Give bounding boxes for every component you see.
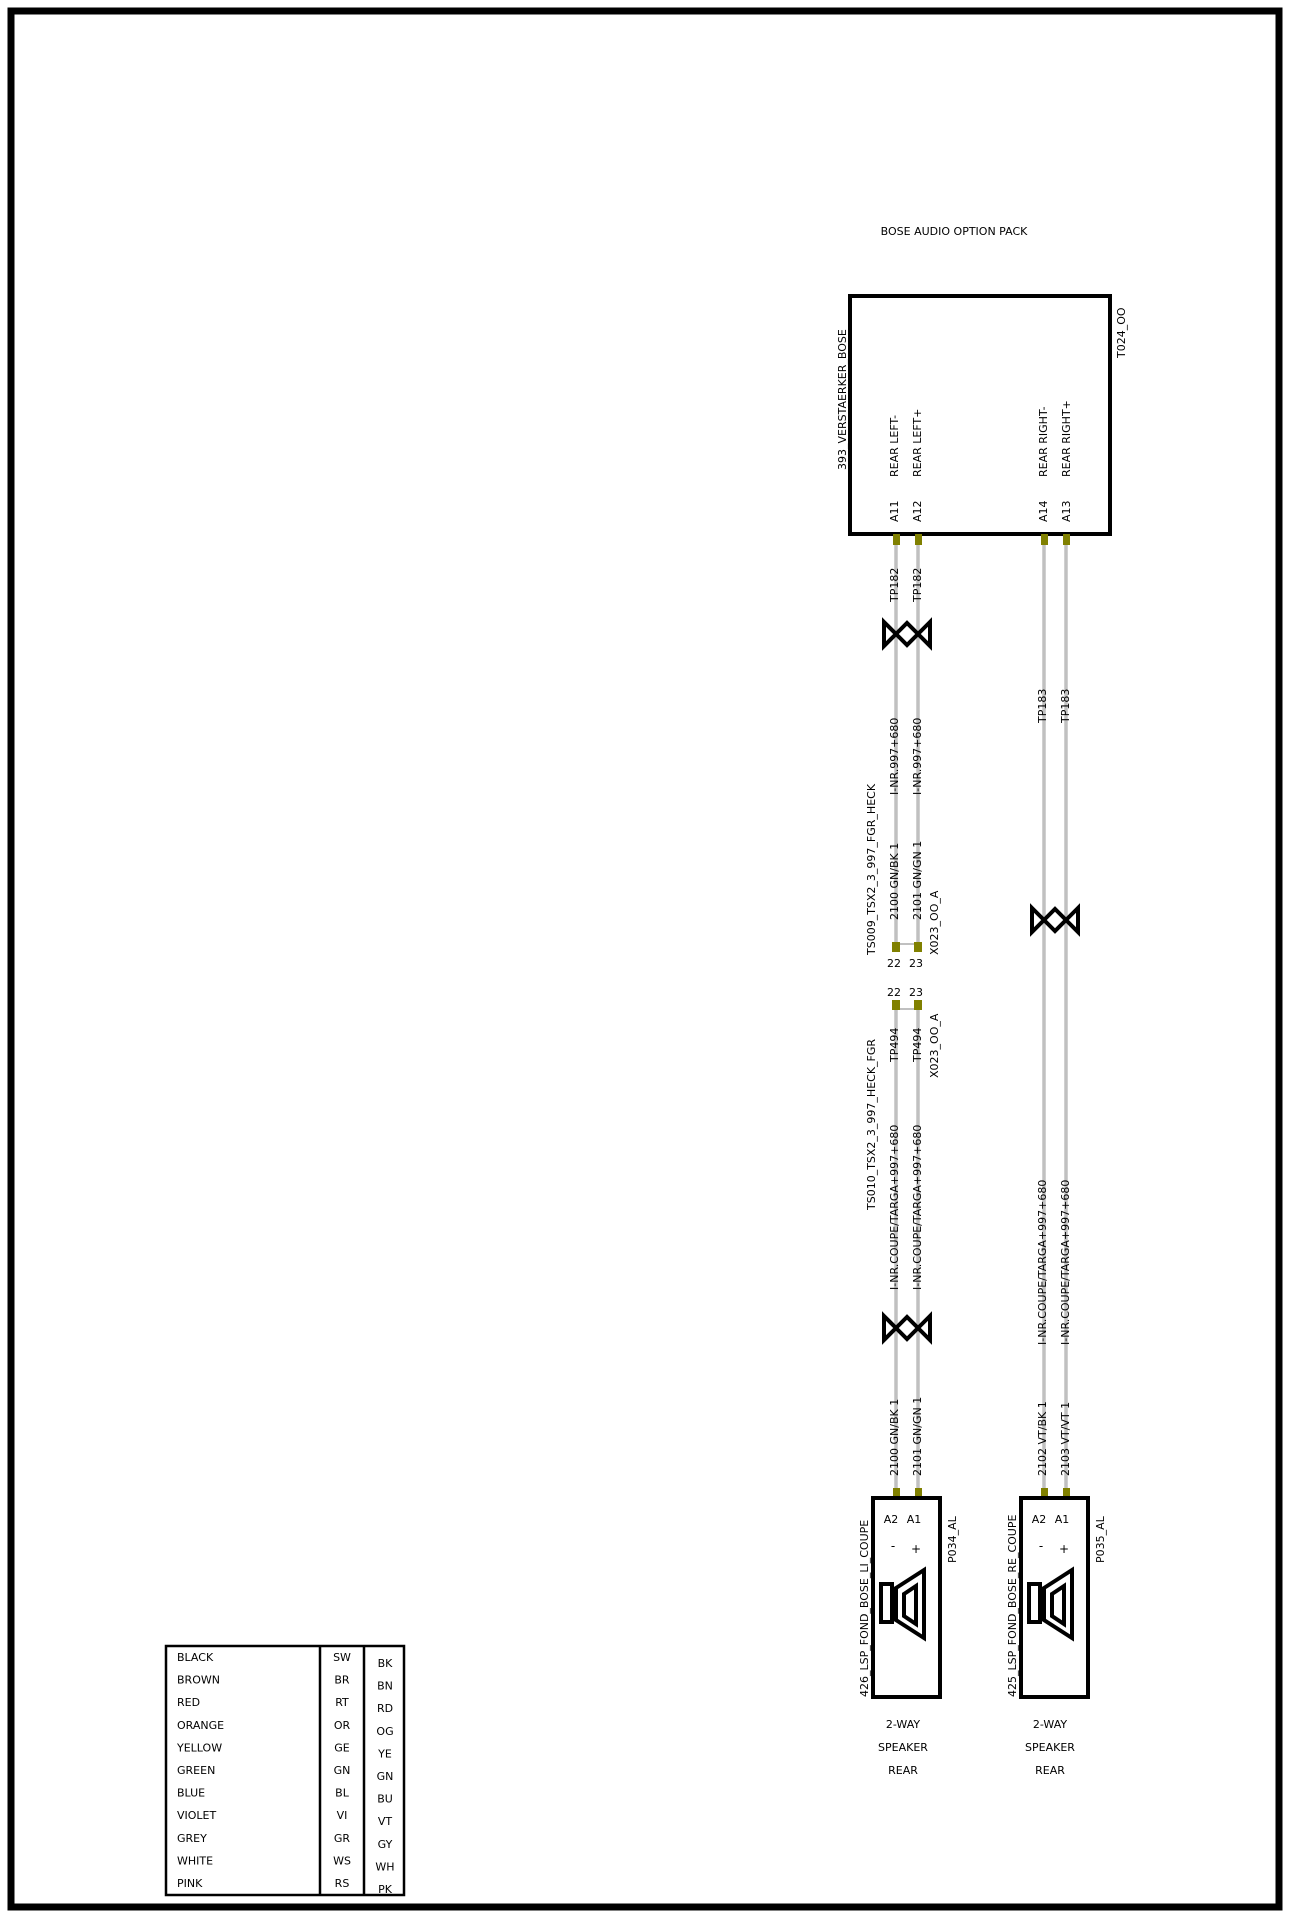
amp-pin-label-a13: REAR RIGHT+ xyxy=(1060,400,1073,477)
legend-code-german: RS xyxy=(334,1877,350,1890)
speaker-left-pin-a2-label: A2 xyxy=(883,1513,899,1526)
note-left-lower-2: I-NR.COUPE/TARGA+997+680 xyxy=(911,1124,924,1290)
amp-pin-label-a11: REAR LEFT- xyxy=(888,414,901,477)
harness-ts009: TS009_TSX2_3_997_FGR_HECK xyxy=(865,783,878,955)
legend-color-name: BLACK xyxy=(177,1651,214,1664)
amp-pin-a14 xyxy=(1041,534,1048,545)
tp-label-a13: TP183 xyxy=(1059,688,1072,723)
speaker-left-caption-2: SPEAKER xyxy=(878,1741,928,1754)
speaker-left xyxy=(858,1498,959,1777)
speaker-right-caption-3: REAR xyxy=(1035,1764,1065,1777)
legend-code-german: RT xyxy=(335,1696,349,1710)
harness-ts010: TS010_TSX2_3_997_HECK_FGR xyxy=(865,1038,878,1210)
speaker-right-caption-2: SPEAKER xyxy=(1025,1741,1075,1754)
speaker-left-box xyxy=(873,1498,940,1697)
legend-color-name: GREEN xyxy=(177,1764,216,1777)
speaker-right-ref: P035_AL xyxy=(1094,1516,1107,1563)
legend-color-name: RED xyxy=(177,1696,201,1710)
tp-label-a14: TP183 xyxy=(1036,688,1049,723)
speaker-right-pin-a2-label: A2 xyxy=(1031,1513,1047,1526)
tp-label-lower-1: TP494 xyxy=(888,1027,901,1062)
speaker-left-name: 426_LSP_FOND_BOSE_LI_COUPE xyxy=(858,1519,871,1697)
legend-code-english: BK xyxy=(377,1657,393,1670)
connector-lower-pin-22-label: 22 xyxy=(887,986,901,999)
wire-label-2100-lower: 2100 GN/BK 1 xyxy=(888,1398,901,1476)
legend-code-german: GN xyxy=(333,1764,351,1777)
legend-code-english: BN xyxy=(377,1679,393,1693)
speaker-right-pin-a1-label: A1 xyxy=(1054,1513,1070,1526)
legend-code-english: PK xyxy=(378,1883,392,1896)
speaker-left-ref: P034_AL xyxy=(946,1516,959,1563)
legend-code-german: GE xyxy=(334,1741,350,1755)
speaker-right xyxy=(1006,1498,1107,1777)
connector-upper-pin-23 xyxy=(914,942,922,952)
legend-code-english: GY xyxy=(377,1837,393,1851)
tp-label-a11: TP182 xyxy=(888,567,901,602)
wire-label-2102: 2102 VT/BK 1 xyxy=(1036,1401,1049,1476)
wire-label-2100-upper: 2100 GN/BK 1 xyxy=(888,842,901,920)
connector-lower-pin-22 xyxy=(892,1000,900,1010)
speaker-left-minus: - xyxy=(890,1539,896,1553)
wire-label-2101-lower: 2101 GN/GN 1 xyxy=(911,1396,924,1476)
speaker-right-plus: + xyxy=(1058,1542,1070,1556)
legend-color-name: YELLOW xyxy=(177,1741,223,1755)
tp-label-a12: TP182 xyxy=(911,567,924,602)
wire-label-2103: 2103 VT/VT 1 xyxy=(1059,1401,1072,1476)
legend-code-german: VI xyxy=(336,1809,348,1823)
legend-color-name: GREY xyxy=(177,1831,207,1845)
legend-code-english: YE xyxy=(378,1747,392,1761)
speaker-left-plus: + xyxy=(910,1542,922,1556)
connector-x023-lower: X023_OO_A xyxy=(928,1013,941,1078)
connector-upper-pin-23-label: 23 xyxy=(909,957,923,970)
amp-pin-a12 xyxy=(915,534,922,545)
legend-code-german: SW xyxy=(333,1651,351,1664)
twist-marker-right xyxy=(1032,908,1078,932)
amp-pin-id-a11: A11 xyxy=(888,500,901,522)
legend-code-german: BL xyxy=(335,1786,349,1800)
speaker-right-minus: - xyxy=(1038,1539,1044,1553)
legend-code-german: BR xyxy=(334,1673,350,1687)
amp-pin-label-a12: REAR LEFT+ xyxy=(911,408,924,477)
legend-color-name: ORANGE xyxy=(177,1718,225,1732)
amp-pin-label-a14: REAR RIGHT- xyxy=(1037,406,1050,477)
amp-pin-id-a12: A12 xyxy=(911,500,924,522)
legend-color-name: BLUE xyxy=(177,1786,206,1800)
wire-label-2101-upper: 2101 GN/GN 1 xyxy=(911,840,924,920)
legend-code-english: WH xyxy=(375,1860,395,1874)
amp-pin-id-a13: A13 xyxy=(1060,500,1073,522)
note-right-2: I-NR.COUPE/TARGA+997+680 xyxy=(1059,1179,1072,1345)
legend-code-german: OR xyxy=(333,1718,351,1732)
speaker-right-box xyxy=(1021,1498,1088,1697)
amp-pin-a13 xyxy=(1063,534,1070,545)
twist-marker-left-lower xyxy=(884,1316,930,1340)
legend-color-name: PINK xyxy=(177,1877,203,1890)
speaker-right-name: 425_LSP_FOND_BOSE_RE_COUPE xyxy=(1006,1514,1019,1697)
speaker-left-caption-3: REAR xyxy=(888,1764,918,1777)
connector-lower-pin-23-label: 23 xyxy=(909,986,923,999)
legend-code-german: WS xyxy=(333,1854,351,1868)
legend-code-english: GN xyxy=(376,1770,394,1783)
speaker-left-caption-1: 2-WAY xyxy=(885,1718,921,1731)
legend-code-english: VT xyxy=(377,1815,393,1829)
speaker-right-icon xyxy=(1029,1570,1072,1638)
note-left-upper-1: I-NR.997+680 xyxy=(888,717,901,795)
connector-upper-pin-22 xyxy=(892,942,900,952)
note-right-1: I-NR.COUPE/TARGA+997+680 xyxy=(1036,1179,1049,1345)
connector-lower-pin-23 xyxy=(914,1000,922,1010)
twist-marker-left-upper xyxy=(884,622,930,646)
legend-color-name: BROWN xyxy=(177,1673,220,1687)
amplifier-name: 393_VERSTAERKER_BOSE xyxy=(836,329,849,470)
amplifier-ref: T024_OO xyxy=(1115,307,1128,358)
legend-code-english: OG xyxy=(376,1724,394,1738)
amp-pin-a11 xyxy=(893,534,900,545)
amp-pin-id-a14: A14 xyxy=(1037,500,1050,522)
legend-color-name: VIOLET xyxy=(177,1809,217,1823)
legend-code-english: RD xyxy=(376,1702,394,1716)
note-left-lower-1: I-NR.COUPE/TARGA+997+680 xyxy=(888,1124,901,1290)
connector-upper-pin-22-label: 22 xyxy=(887,957,901,970)
speaker-right-caption-1: 2-WAY xyxy=(1032,1718,1068,1731)
speaker-left-icon xyxy=(881,1570,924,1638)
legend-color-name: WHITE xyxy=(177,1854,214,1868)
legend-code-german: GR xyxy=(333,1831,351,1845)
tp-label-lower-2: TP494 xyxy=(911,1027,924,1062)
diagram-title: BOSE AUDIO OPTION PACK xyxy=(880,225,1028,238)
speaker-left-pin-a1-label: A1 xyxy=(906,1513,922,1526)
legend-code-english: BU xyxy=(377,1792,393,1806)
connector-x023-upper: X023_OO_A xyxy=(928,890,941,955)
color-legend xyxy=(166,1646,404,1896)
note-left-upper-2: I-NR.997+680 xyxy=(911,717,924,795)
